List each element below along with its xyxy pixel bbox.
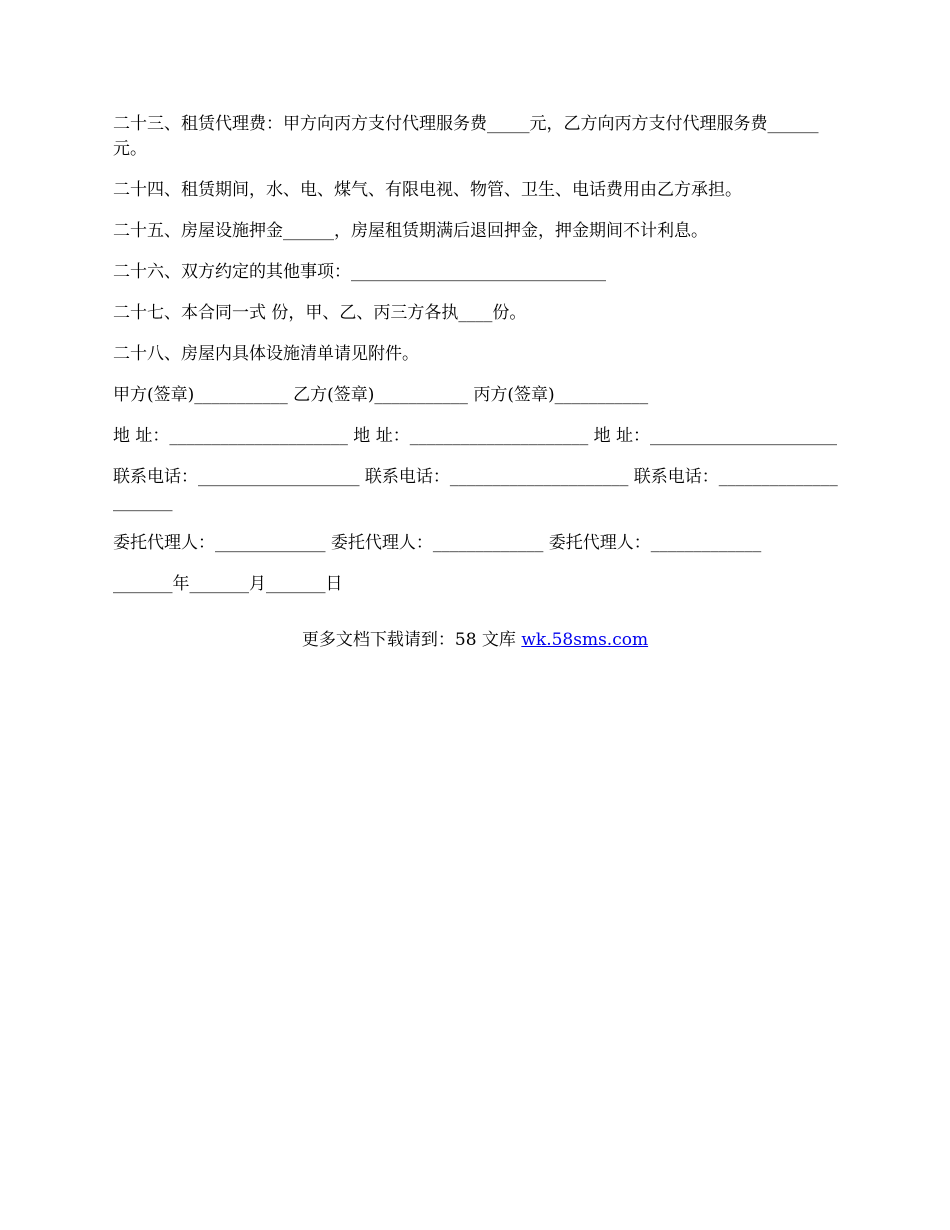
clause-25-deposit: 二十五、房屋设施押金______，房屋租赁期满后退回押金，押金期间不计利息。 [113, 221, 708, 241]
signature-line: 甲方(签章)___________ 乙方(签章)___________ 丙方(签章)___________ [113, 385, 649, 405]
download-footer [0, 628, 950, 653]
date-line: _______年_______月_______日 [113, 574, 343, 594]
address-line: 地 址：_____________________ 地 址：_____________________ 地 址：______________________ [113, 426, 838, 446]
phone-line: 联系电话：___________________ 联系电话：_____________________ 联系电话：_____________________ [113, 467, 838, 512]
agent-line: 委托代理人：_____________ 委托代理人：_____________ 委托代理人：_____________ [113, 533, 762, 553]
clause-26-other-matters: 二十六、双方约定的其他事项：______________________________ [113, 262, 606, 282]
clause-23-agency-fee: 二十三、租赁代理费：甲方向丙方支付代理服务费_____元，乙方向丙方支付代理服务费______元。 [113, 114, 819, 159]
footer-text: 更多文档下载请到：58 文库 [301, 630, 522, 650]
clause-24-utilities: 二十四、租赁期间，水、电、煤气、有限电视、物管、卫生、电话费用由乙方承担。 [113, 180, 742, 200]
clause-28-facility-list: 二十八、房屋内具体设施清单请见附件。 [113, 344, 419, 364]
document-body [113, 112, 840, 613]
download-link[interactable]: wk.58sms.com [521, 630, 649, 650]
clause-27-copies: 二十七、本合同一式 份，甲、乙、丙三方各执____份。 [113, 303, 527, 323]
